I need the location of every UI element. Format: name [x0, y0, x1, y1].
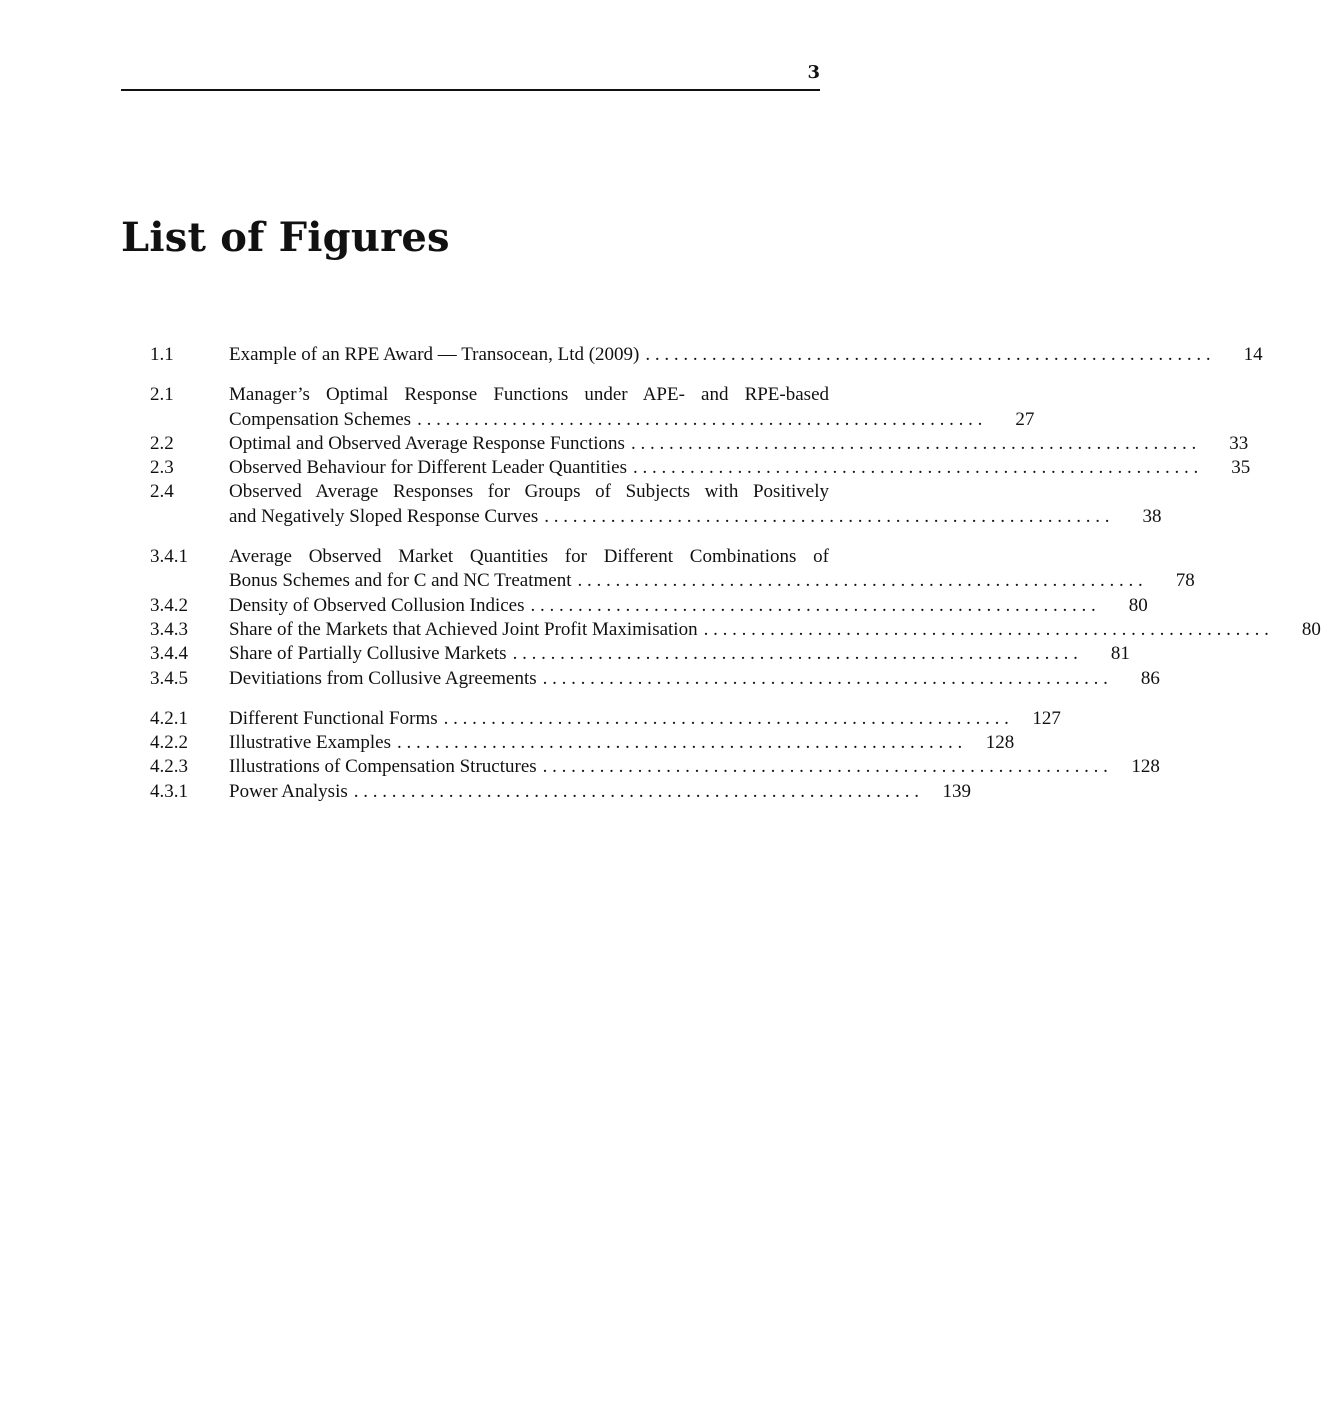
- dot-leader: . . . . . . . . . . . . . . . . . . . . . . . . . . . . . . . . . . . . . . . . . . . . . . . . . . . . . . . . . . . .: [630, 432, 1197, 454]
- figure-entry[interactable]: [150, 594, 1148, 618]
- dot-leader: . . . . . . . . . . . . . . . . . . . . . . . . . . . . . . . . . . . . . . . . . . . . . . . . . . . . . . . . . . . .: [703, 618, 1269, 640]
- figure-entry[interactable]: [150, 707, 1061, 731]
- figure-title: Power Analysis: [229, 780, 348, 802]
- figure-title: Illustrations of Compensation Structures: [229, 756, 537, 778]
- figure-page: 38: [1142, 505, 1162, 527]
- figure-title: Example of an RPE Award — Transocean, Ltd (2009): [229, 344, 640, 365]
- figure-page: 78: [1175, 570, 1195, 592]
- dot-leader: . . . . . . . . . . . . . . . . . . . . . . . . . . . . . . . . . . . . . . . . . . . . . . . . . . . . . . . . . . . .: [632, 457, 1199, 479]
- figure-number: 3.4.3: [150, 618, 188, 640]
- figure-entry[interactable]: [150, 480, 1162, 529]
- figure-page: 86: [1140, 667, 1160, 689]
- figure-number: 2.3: [150, 457, 174, 479]
- figure-page: 127: [1032, 707, 1061, 729]
- dot-leader: . . . . . . . . . . . . . . . . . . . . . . . . . . . . . . . . . . . . . . . . . . . . . . . . . . . . . . . . . . . .: [544, 505, 1110, 527]
- dot-leader: . . . . . . . . . . . . . . . . . . . . . . . . . . . . . . . . . . . . . . . . . . . . . . . . . . . . . . . . . . . .: [396, 732, 963, 754]
- figure-title: Illustrative Examples: [229, 732, 391, 754]
- figure-number: 3.4.4: [150, 643, 188, 665]
- figure-title: Observed Behaviour for Different Leader Quantities: [229, 457, 627, 479]
- chapter-1-group: [150, 343, 1263, 367]
- figure-entry[interactable]: [150, 667, 1160, 691]
- figure-entry[interactable]: [150, 755, 1160, 779]
- figure-number: 4.2.1: [150, 707, 188, 729]
- dot-leader: . . . . . . . . . . . . . . . . . . . . . . . . . . . . . . . . . . . . . . . . . . . . . . . . . . . . . . . . . . . .: [577, 570, 1143, 592]
- figure-entry[interactable]: [150, 618, 1321, 642]
- figure-page: 33: [1229, 432, 1249, 454]
- figure-number: 3.4.2: [150, 594, 188, 616]
- figure-number: 4.2.3: [150, 756, 188, 778]
- page-number: 3: [807, 62, 820, 83]
- figure-title: Share of Partially Collusive Markets: [229, 643, 507, 665]
- figure-title: Density of Observed Collusion Indices: [229, 594, 525, 616]
- running-header: [121, 60, 820, 91]
- figure-number: 3.4.1: [150, 546, 188, 568]
- figure-entry[interactable]: [150, 343, 1263, 367]
- figure-number: 2.4: [150, 481, 174, 503]
- figure-entry[interactable]: [150, 731, 1015, 755]
- chapter-2-group: [150, 383, 1251, 529]
- dot-leader: . . . . . . . . . . . . . . . . . . . . . . . . . . . . . . . . . . . . . . . . . . . . . . . . . . . . . . . . . . . .: [353, 780, 919, 802]
- figure-page: 139: [942, 780, 971, 802]
- dot-leader: . . . . . . . . . . . . . . . . . . . . . . . . . . . . . . . . . . . . . . . . . . . . . . . . . . . . . . . . . . . .: [512, 643, 1078, 665]
- figure-title: Devitiations from Collusive Agreements: [229, 667, 537, 689]
- dot-leader: . . . . . . . . . . . . . . . . . . . . . . . . . . . . . . . . . . . . . . . . . . . . . . . . . . . . . . . . . . . .: [530, 594, 1096, 616]
- figure-page: 35: [1231, 457, 1251, 479]
- figure-title-line: Average Observed Market Quantities for Different Combinations of: [229, 546, 829, 568]
- figure-page: 14: [1243, 344, 1263, 365]
- figure-number: 4.2.2: [150, 732, 188, 754]
- figure-entry[interactable]: [150, 545, 1195, 594]
- figure-page: 80: [1128, 594, 1148, 616]
- figure-title: Optimal and Observed Average Response Functions: [229, 432, 625, 454]
- chapter-4-group: [150, 707, 1160, 804]
- figure-entry[interactable]: [150, 642, 1130, 666]
- figure-title: Share of the Markets that Achieved Joint Profit Maximisation: [229, 618, 698, 640]
- figure-page: 128: [985, 732, 1015, 754]
- figure-title-line: Compensation Schemes: [229, 408, 412, 430]
- dot-leader: . . . . . . . . . . . . . . . . . . . . . . . . . . . . . . . . . . . . . . . . . . . . . . . . . . . . . . . . . . . .: [542, 756, 1108, 778]
- dot-leader: . . . . . . . . . . . . . . . . . . . . . . . . . . . . . . . . . . . . . . . . . . . . . . . . . . . . . . . . . . . .: [645, 344, 1211, 365]
- figure-title-line: Manager’s Optimal Response Functions under APE- and RPE-based: [229, 384, 829, 406]
- figure-number: 1.1: [150, 344, 174, 365]
- figure-page: 128: [1131, 756, 1160, 778]
- figure-title: Different Functional Forms: [229, 707, 438, 729]
- figure-title-line: Bonus Schemes and for C and NC Treatment: [229, 570, 572, 592]
- page-title: List of Figures: [121, 214, 450, 261]
- figure-number: 3.4.5: [150, 667, 188, 689]
- dot-leader: . . . . . . . . . . . . . . . . . . . . . . . . . . . . . . . . . . . . . . . . . . . . . . . . . . . . . . . . . . . .: [417, 408, 983, 430]
- figure-title-line: and Negatively Sloped Response Curves: [229, 505, 539, 527]
- figure-entry[interactable]: [150, 780, 971, 804]
- figure-title-line: Observed Average Responses for Groups of Subjects with Positively: [229, 481, 829, 503]
- figure-number: 4.3.1: [150, 780, 188, 802]
- figure-page: 80: [1301, 618, 1321, 640]
- figure-page: 27: [1015, 408, 1035, 430]
- list-of-figures: [150, 343, 1321, 820]
- figure-number: 2.2: [150, 432, 174, 454]
- chapter-3-group: [150, 545, 1321, 691]
- figure-entry[interactable]: [150, 432, 1249, 456]
- dot-leader: . . . . . . . . . . . . . . . . . . . . . . . . . . . . . . . . . . . . . . . . . . . . . . . . . . . . . . . . . . . .: [443, 707, 1009, 729]
- figure-entry[interactable]: [150, 456, 1251, 480]
- figure-page: 81: [1110, 643, 1130, 665]
- figure-number: 2.1: [150, 384, 174, 406]
- figure-entry[interactable]: [150, 383, 1035, 432]
- dot-leader: . . . . . . . . . . . . . . . . . . . . . . . . . . . . . . . . . . . . . . . . . . . . . . . . . . . . . . . . . . . .: [542, 667, 1108, 689]
